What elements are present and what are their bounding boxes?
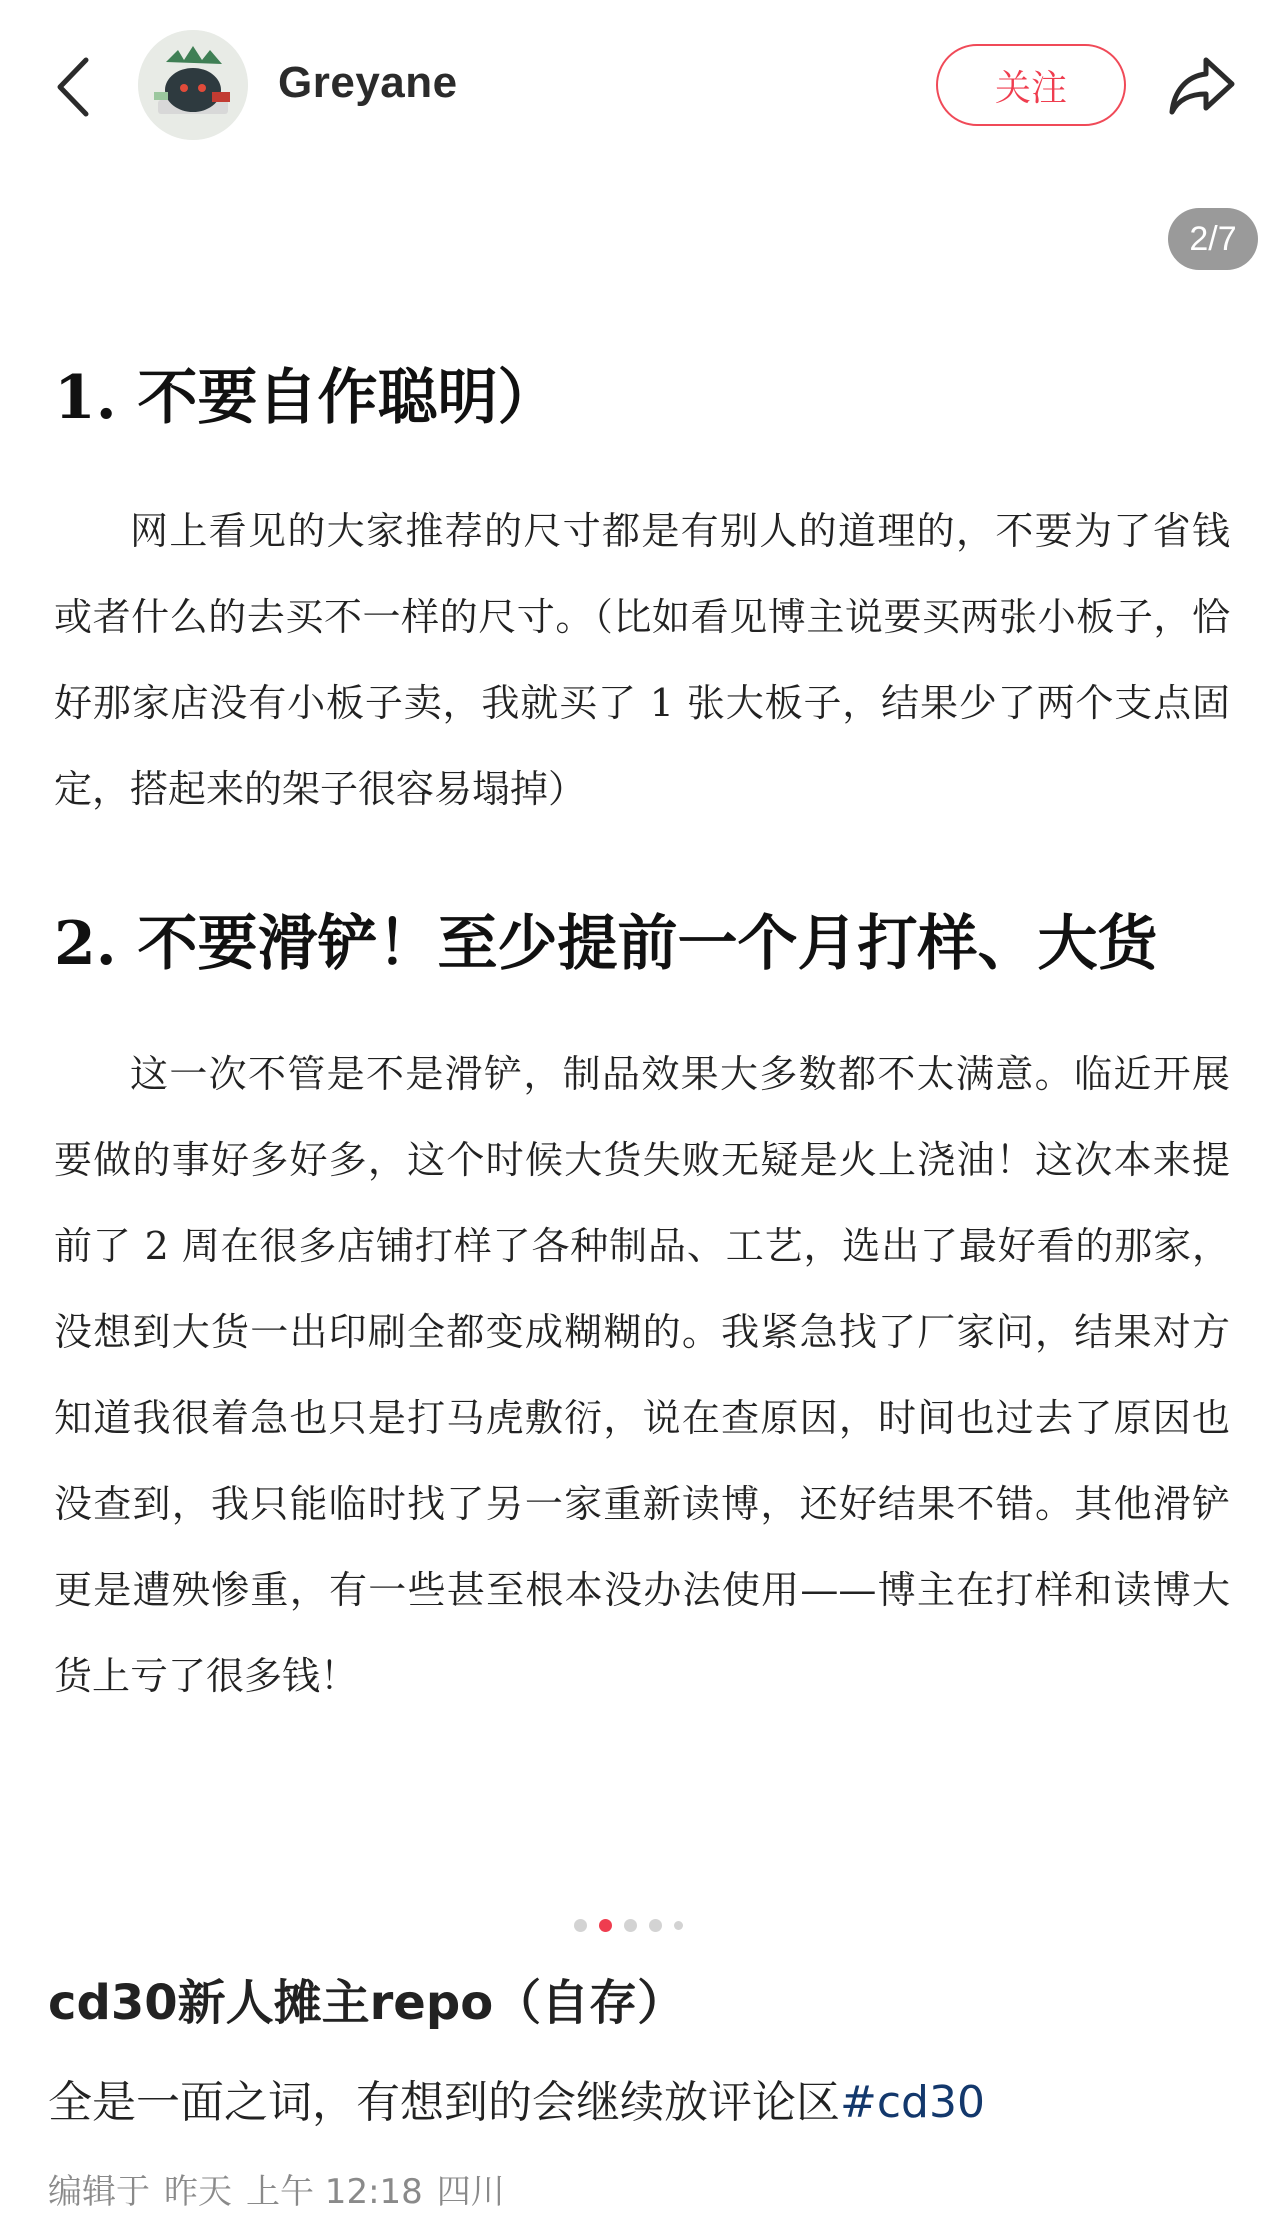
avatar[interactable] [138,30,248,140]
follow-button[interactable]: 关注 [936,44,1126,126]
username[interactable]: Greyane [278,58,458,107]
note-meta [48,2164,519,2213]
note-title: cd30新人摊主repo（自存） [48,1975,686,2031]
share-button[interactable] [1166,54,1238,118]
section-paragraph-1: 网上看见的大家推荐的尺寸都是有别人的道理的，不要为了省钱或者什么的去买不一样的尺寸。（比如看见博主说要买两张小板子，恰好那家店没有小板子卖，我就买了 1 张大板子，结果少了两个支点固定，搭起来的架子很容易塌掉） [54,509,1230,811]
avatar-image [138,30,248,140]
hashtag-link[interactable]: #cd30 [840,2077,985,2128]
meta-time: 上午 12:18 [246,2172,423,2212]
back-arrow-icon [50,52,100,122]
note-description [48,2066,985,2130]
meta-location: 四川 [436,2172,505,2212]
note-description-text: 全是一面之词，有想到的会继续放评论区 [48,2077,840,2128]
carousel-dot[interactable] [649,1919,662,1932]
page-indicator: 2/7 [1168,208,1258,270]
share-arrow-icon [1166,54,1238,118]
section-heading-1: 1. 不要自作聪明） [54,363,558,433]
carousel-dot-active[interactable] [599,1919,612,1932]
section-heading-2: 2. 不要滑铲！至少提前一个月打样、大货 [54,909,1158,979]
section-paragraph-2: 这一次不管是不是滑铲，制品效果大多数都不太满意。临近开展要做的事好多好多，这个时候大货失败无疑是火上浇油！这次本来提前了 2 周在很多店铺打样了各种制品、工艺，选出了最好看的那家，没想到大货一出印刷全都变成糊糊的。我紧急找了厂家问，结果对方知道我很着急也只是打马虎敷衍，说在查原因，时间也过去了原因也没查到，我只能临时找了另一家重新读博，还好结果不错。其他滑铲更是遭殃惨重，有一些甚至根本没办法使用——博主在打样和读博大货上亏了很多钱！ [54,1052,1230,1698]
back-button[interactable] [50,52,100,122]
meta-day: 昨天 [164,2172,232,2212]
top-bar [0,0,1284,170]
meta-edited-label: 编辑于 [48,2172,150,2212]
carousel-dots [574,1916,683,1934]
carousel-dot[interactable] [674,1921,683,1930]
carousel-dot[interactable] [574,1919,587,1932]
carousel-dot[interactable] [624,1919,637,1932]
